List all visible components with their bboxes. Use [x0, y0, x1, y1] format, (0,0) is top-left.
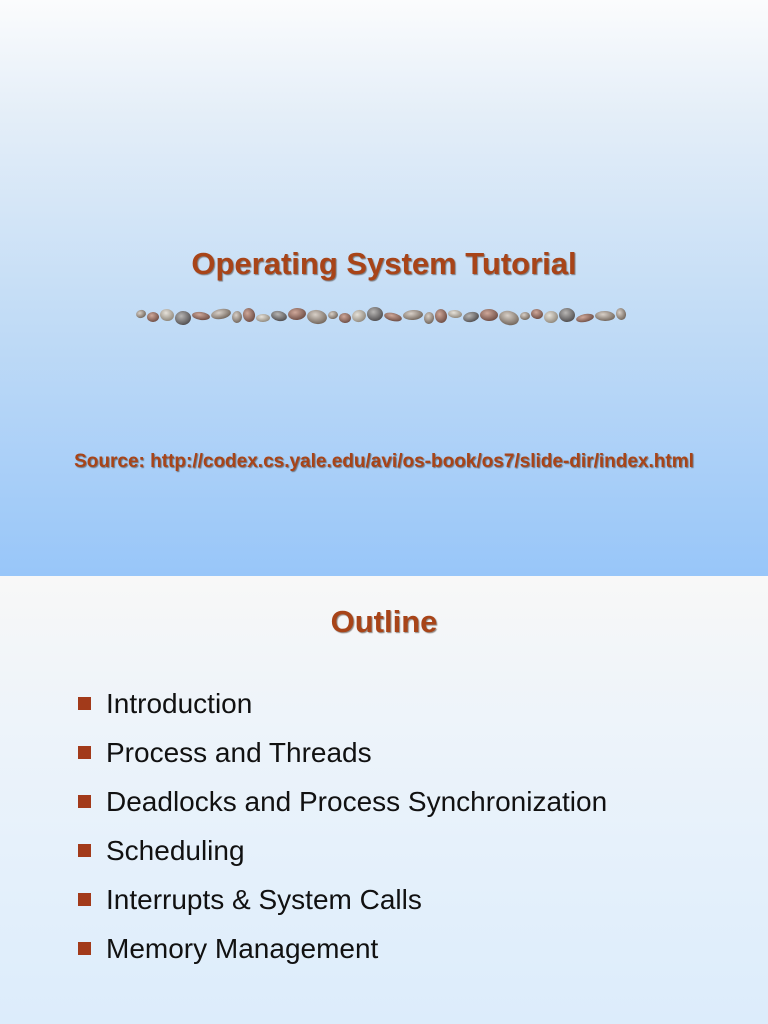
square-bullet-icon: [78, 844, 91, 857]
slide-outline: [0, 576, 768, 1024]
square-bullet-icon: [78, 893, 91, 906]
outline-title: Outline: [330, 604, 438, 639]
source-link: Source: http://codex.cs.yale.edu/avi/os-book/os7/slide-dir/index.html: [74, 451, 694, 472]
list-item: Interrupts & System Calls: [78, 880, 607, 929]
list-item: Introduction: [78, 684, 607, 733]
list-item: Process and Threads: [78, 733, 607, 782]
list-item: Scheduling: [78, 831, 607, 880]
square-bullet-icon: [78, 746, 91, 759]
outline-list: [78, 684, 607, 978]
square-bullet-icon: [78, 697, 91, 710]
list-item: Memory Management: [78, 929, 607, 978]
list-item: Deadlocks and Process Synchronization: [78, 782, 607, 831]
pebble-divider-icon: [130, 300, 632, 330]
square-bullet-icon: [78, 942, 91, 955]
presentation-title: Operating System Tutorial: [191, 246, 577, 281]
square-bullet-icon: [78, 795, 91, 808]
